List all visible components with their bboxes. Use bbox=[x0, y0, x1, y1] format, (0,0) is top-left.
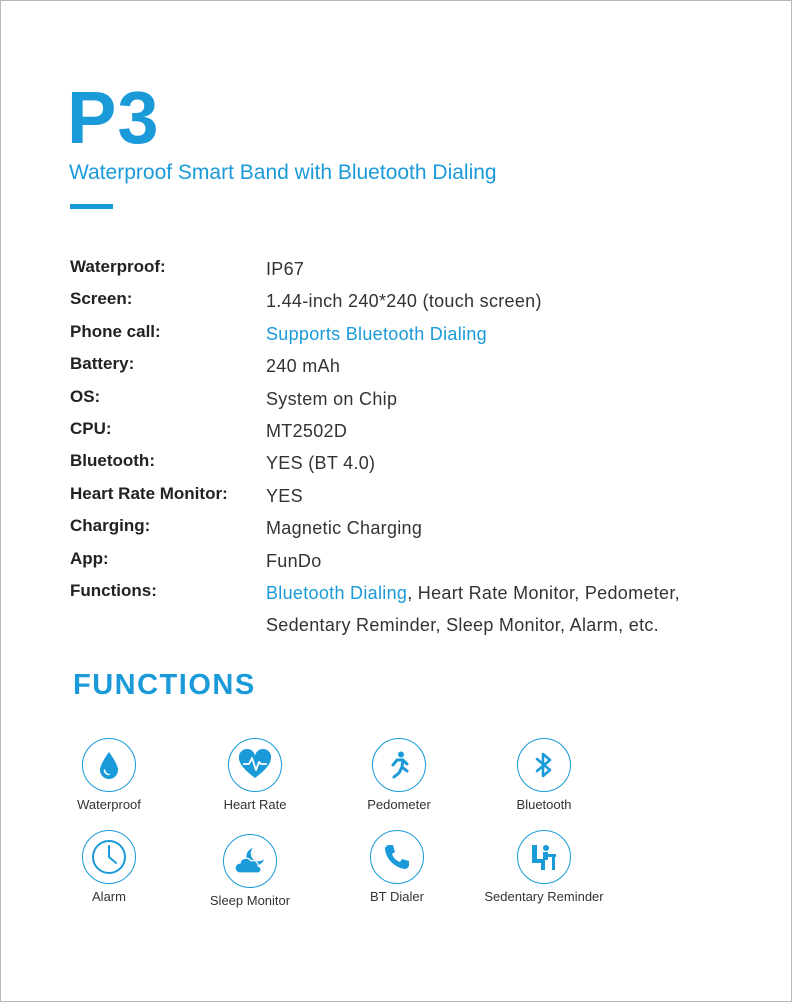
spec-row-app bbox=[70, 545, 760, 577]
spec-label: OS: bbox=[70, 386, 101, 406]
spec-value: 1.44-inch 240*240 (touch screen) bbox=[266, 291, 542, 312]
feature-label: BT Dialer bbox=[370, 889, 424, 904]
feature-sleep-monitor bbox=[175, 834, 325, 908]
spec-label: Charging: bbox=[70, 516, 151, 536]
feature-bluetooth bbox=[469, 738, 619, 812]
spec-label: Functions: bbox=[70, 580, 157, 600]
product-subtitle: Waterproof Smart Band with Bluetooth Dialing bbox=[69, 161, 497, 184]
water-drop-icon bbox=[82, 738, 136, 792]
functions-rest: , Heart Rate Monitor, Pedometer, bbox=[407, 582, 680, 603]
spec-row-functions bbox=[70, 577, 760, 642]
bluetooth-icon bbox=[517, 738, 571, 792]
spec-row-screen bbox=[70, 285, 760, 317]
feature-waterproof bbox=[34, 738, 184, 812]
feature-label: Bluetooth bbox=[516, 797, 572, 812]
spec-row-os bbox=[70, 383, 760, 415]
spec-label: CPU: bbox=[70, 418, 112, 438]
spec-table bbox=[70, 253, 760, 642]
spec-value: Magnetic Charging bbox=[266, 518, 423, 539]
runner-icon bbox=[372, 738, 426, 792]
spec-value: MT2502D bbox=[266, 420, 348, 441]
spec-row-waterproof bbox=[70, 253, 760, 285]
spec-row-charging bbox=[70, 512, 760, 544]
spec-value: 240 mAh bbox=[266, 356, 341, 377]
feature-bt-dialer bbox=[322, 830, 472, 904]
spec-row-heart-rate bbox=[70, 480, 760, 512]
feature-heart-rate bbox=[180, 738, 330, 812]
spec-label: Waterproof: bbox=[70, 257, 166, 276]
feature-label: Sleep Monitor bbox=[209, 893, 291, 908]
spec-row-phone-call bbox=[70, 318, 760, 350]
spec-label: App: bbox=[70, 548, 109, 568]
spec-value: System on Chip bbox=[266, 388, 398, 409]
functions-line2: Sedentary Reminder, Sleep Monitor, Alarm, etc. bbox=[266, 615, 659, 636]
sedentary-icon bbox=[517, 830, 571, 884]
spec-row-battery bbox=[70, 350, 760, 382]
spec-row-cpu bbox=[70, 415, 760, 447]
functions-heading: FUNCTIONS bbox=[73, 669, 256, 701]
feature-label: Alarm bbox=[92, 889, 126, 904]
spec-label: Battery: bbox=[70, 354, 135, 374]
spec-value: YES (BT 4.0) bbox=[266, 453, 376, 474]
feature-label: Waterproof bbox=[77, 797, 141, 812]
spec-value: Supports Bluetooth Dialing bbox=[266, 323, 487, 344]
phone-icon bbox=[370, 830, 424, 884]
spec-value: FunDo bbox=[266, 550, 322, 571]
clock-icon bbox=[82, 830, 136, 884]
spec-label: Bluetooth: bbox=[70, 451, 155, 471]
product-title: P3 bbox=[67, 76, 160, 159]
feature-label: Sedentary Reminder bbox=[484, 889, 604, 904]
feature-label: Heart Rate bbox=[223, 797, 287, 812]
spec-label: Phone call: bbox=[70, 321, 161, 341]
functions-highlight: Bluetooth Dialing bbox=[266, 582, 408, 603]
spec-value: IP67 bbox=[266, 259, 305, 279]
spec-row-bluetooth bbox=[70, 447, 760, 479]
spec-value-functions bbox=[266, 577, 760, 642]
moon-cloud-icon bbox=[223, 834, 277, 888]
heart-rate-icon bbox=[228, 738, 282, 792]
feature-sedentary-reminder bbox=[469, 830, 619, 904]
accent-divider bbox=[70, 204, 113, 209]
feature-pedometer bbox=[324, 738, 474, 812]
spec-label: Screen: bbox=[70, 289, 133, 309]
feature-label: Pedometer bbox=[367, 797, 431, 812]
spec-label: Heart Rate Monitor: bbox=[70, 483, 228, 503]
feature-alarm bbox=[34, 830, 184, 904]
spec-value: YES bbox=[266, 485, 303, 506]
